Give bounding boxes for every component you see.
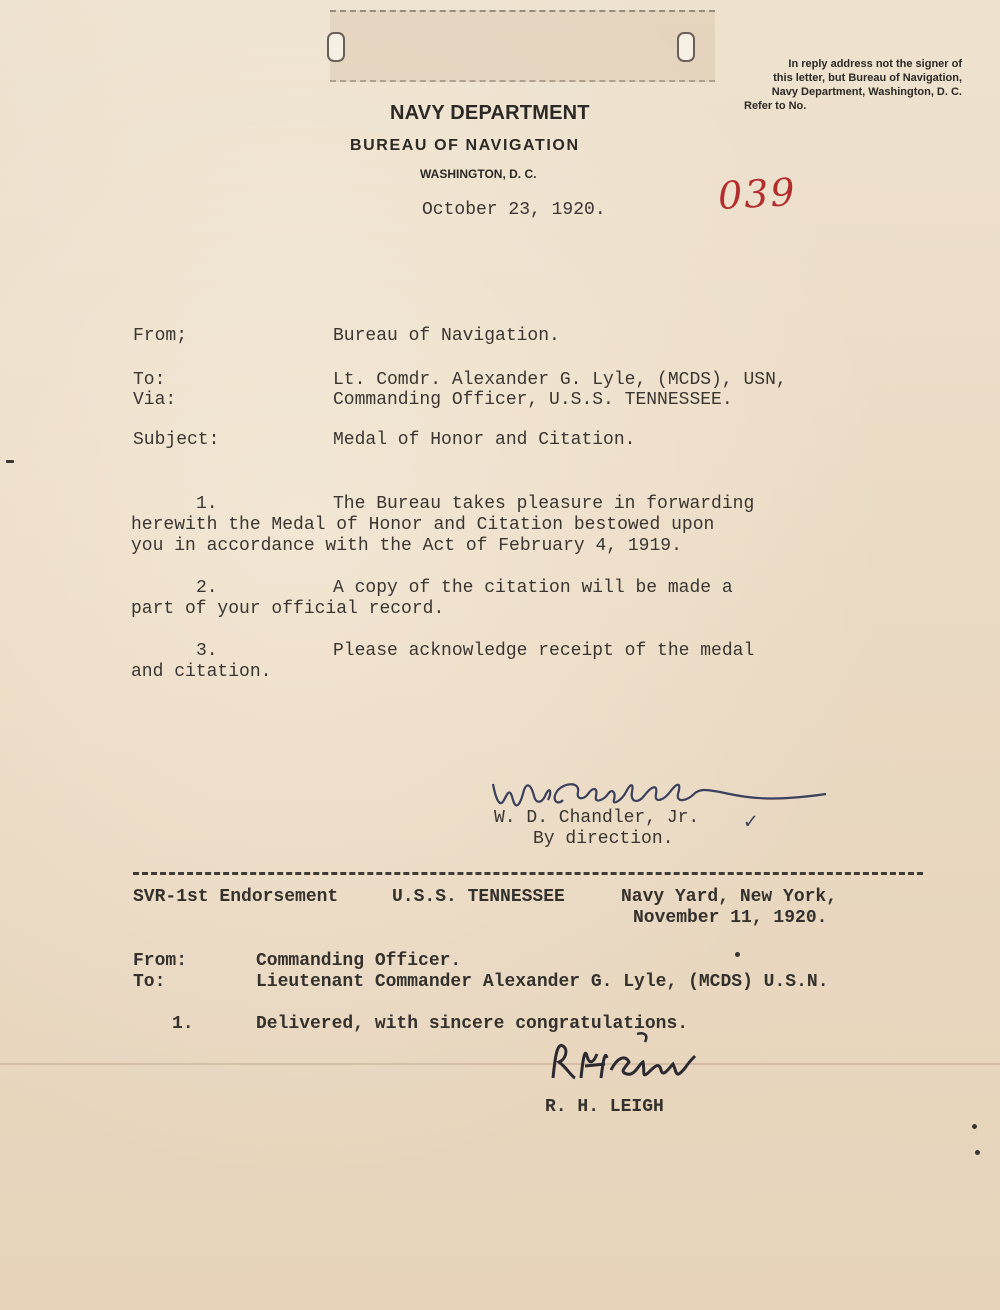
- paragraph-1-number: 1.: [196, 494, 218, 514]
- endorsement-place: Navy Yard, New York,: [621, 887, 838, 907]
- reply-notice-line: Navy Department, Washington, D. C.: [771, 86, 962, 98]
- paragraph-2-line: part of your official record.: [131, 599, 445, 619]
- paragraph-1-line: The Bureau takes pleasure in forwarding: [333, 494, 755, 514]
- punch-hole-right-icon: [677, 32, 695, 62]
- reply-notice-line: Refer to No.: [744, 100, 807, 112]
- department-heading: NAVY DEPARTMENT: [390, 102, 590, 124]
- endorsement-title: SVR-1st Endorsement: [133, 887, 339, 907]
- paragraph-3-line: and citation.: [131, 662, 272, 682]
- paragraph-2-number: 2.: [196, 578, 218, 598]
- reply-notice-line: this letter, but Bureau of Navigation,: [773, 72, 962, 84]
- by-direction: By direction.: [533, 829, 674, 849]
- ink-speck: [6, 460, 14, 463]
- endorsement-from-label: From:: [133, 951, 188, 971]
- subject-value: Medal of Honor and Citation.: [333, 430, 636, 450]
- endorsement-to-label: To:: [133, 972, 166, 992]
- endorsement-item-text: Delivered, with sincere congratulations.: [256, 1014, 689, 1034]
- leigh-name: R. H. LEIGH: [545, 1097, 664, 1117]
- chandler-name: W. D. Chandler, Jr.: [494, 808, 700, 828]
- file-number-stamp: 039: [716, 169, 798, 219]
- subject-label: Subject:: [133, 430, 220, 450]
- endorsement-item-number: 1.: [172, 1014, 194, 1034]
- from-value: Bureau of Navigation.: [333, 326, 560, 346]
- endorsement-separator: [133, 872, 923, 875]
- paragraph-3-line: Please acknowledge receipt of the medal: [333, 641, 755, 661]
- paragraph-2-line: A copy of the citation will be made a: [333, 578, 733, 598]
- to-label: To:: [133, 370, 166, 390]
- reply-notice-line: In reply address not the signer of: [788, 58, 962, 70]
- ink-speck: [975, 1150, 980, 1155]
- bureau-heading: BUREAU OF NAVIGATION: [350, 137, 580, 154]
- paragraph-1-line: you in accordance with the Act of February 4, 1919.: [131, 536, 682, 556]
- faded-top-strip: [330, 10, 715, 82]
- letter-date: October 23, 1920.: [422, 200, 606, 220]
- paragraph-3-number: 3.: [196, 641, 218, 661]
- from-label: From;: [133, 326, 188, 346]
- via-value: Commanding Officer, U.S.S. TENNESSEE.: [333, 390, 733, 410]
- endorsement-date: November 11, 1920.: [633, 908, 828, 928]
- paper-fold-line: [0, 1063, 1000, 1065]
- punch-hole-left-icon: [327, 32, 345, 62]
- endorsement-ship: U.S.S. TENNESSEE: [392, 887, 565, 907]
- city-heading: WASHINGTON, D. C.: [420, 167, 537, 181]
- ink-speck: [972, 1124, 977, 1129]
- leigh-signature: [545, 1028, 700, 1086]
- paragraph-1-line: herewith the Medal of Honor and Citation bestowed upon: [131, 515, 715, 535]
- endorsement-from-value: Commanding Officer.: [256, 951, 462, 971]
- check-mark-icon: ✓: [744, 810, 758, 835]
- via-label: Via:: [133, 390, 177, 410]
- ink-speck: [735, 952, 740, 957]
- to-value: Lt. Comdr. Alexander G. Lyle, (MCDS), USN,: [333, 370, 787, 390]
- endorsement-to-value: Lieutenant Commander Alexander G. Lyle, (MCDS) U.S.N.: [256, 972, 829, 992]
- reply-notice: [722, 57, 962, 113]
